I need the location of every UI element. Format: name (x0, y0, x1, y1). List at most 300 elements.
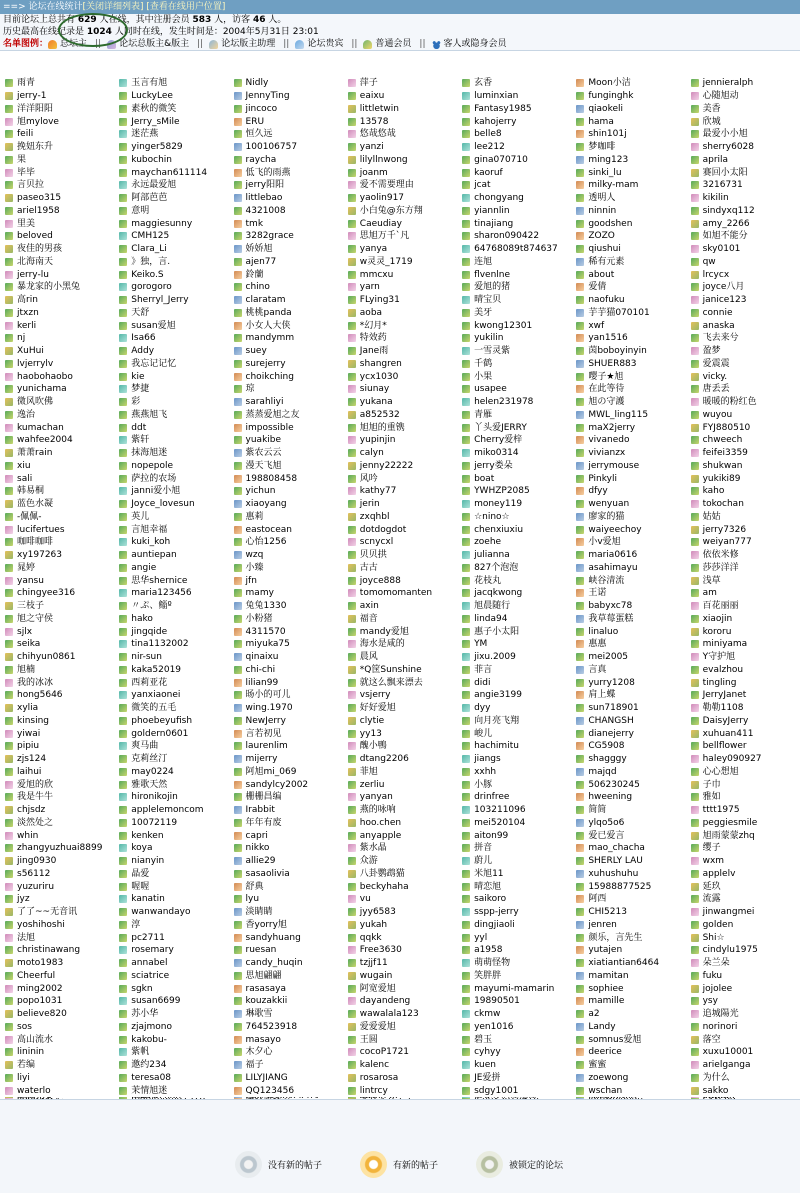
online-user-name[interactable]: -佩佩- (17, 511, 42, 523)
online-user[interactable] (686, 702, 800, 715)
online-user-name[interactable]: maria123456 (131, 587, 191, 599)
online-user[interactable] (229, 766, 343, 779)
online-user[interactable] (0, 141, 114, 154)
online-user[interactable] (114, 842, 228, 855)
online-user[interactable] (0, 472, 114, 485)
online-user[interactable] (571, 1084, 685, 1097)
online-user-name[interactable]: 雨青 (17, 77, 35, 89)
online-user[interactable] (457, 817, 571, 830)
online-user[interactable] (571, 842, 685, 855)
online-user-name[interactable]: kaka52019 (131, 664, 181, 676)
online-user-name[interactable]: tinajiang (474, 218, 513, 230)
online-user-name[interactable]: 八卦鹦鹉猫 (360, 868, 405, 880)
online-user-name[interactable]: yan1516 (588, 332, 627, 344)
online-user-name[interactable]: 19890501 (474, 995, 520, 1007)
online-user[interactable] (114, 727, 228, 740)
online-user-name[interactable]: 4321008 (246, 205, 286, 217)
online-user-name[interactable]: 北海南天 (17, 256, 53, 268)
online-user[interactable] (229, 421, 343, 434)
online-user[interactable] (686, 383, 800, 396)
online-user[interactable] (343, 472, 457, 485)
online-user-name[interactable]: ariel1958 (17, 205, 60, 217)
online-user[interactable] (114, 855, 228, 868)
online-user-name[interactable]: jerry-1 (17, 90, 46, 102)
online-user[interactable] (457, 638, 571, 651)
online-user-name[interactable]: wuyou (703, 409, 733, 421)
online-user[interactable] (686, 587, 800, 600)
online-user[interactable] (0, 574, 114, 587)
online-user[interactable] (0, 727, 114, 740)
online-user[interactable] (686, 472, 800, 485)
online-user[interactable] (343, 460, 457, 473)
online-user[interactable] (0, 421, 114, 434)
online-user-name[interactable]: 盈梦 (703, 345, 721, 357)
online-user[interactable] (343, 600, 457, 613)
online-user-name[interactable]: yukilin (474, 332, 503, 344)
online-user[interactable] (114, 421, 228, 434)
online-user-name[interactable]: applelv (703, 868, 736, 880)
online-user-name[interactable]: JennyTing (246, 90, 290, 102)
online-user-name[interactable]: hako (131, 613, 153, 625)
online-user-name[interactable]: 流露 (703, 893, 721, 905)
online-user[interactable] (457, 383, 571, 396)
online-user[interactable] (457, 307, 571, 320)
online-user[interactable] (457, 294, 571, 307)
online-user-name[interactable]: gorogoro (131, 281, 171, 293)
online-user[interactable] (114, 205, 228, 218)
online-user-name[interactable]: popo1031 (17, 995, 62, 1007)
online-user[interactable] (114, 230, 228, 243)
online-user[interactable] (343, 332, 457, 345)
online-user-name[interactable]: milky-mam (588, 179, 638, 191)
online-user-name[interactable]: 福子 (246, 1059, 264, 1071)
online-user[interactable] (571, 307, 685, 320)
online-user[interactable] (114, 893, 228, 906)
online-user[interactable] (343, 638, 457, 651)
online-user[interactable] (343, 217, 457, 230)
online-user[interactable] (229, 625, 343, 638)
online-user[interactable] (343, 1072, 457, 1085)
online-user[interactable] (114, 460, 228, 473)
online-user-name[interactable]: SHUER883 (588, 358, 636, 370)
online-user-name[interactable]: 紫帆 (131, 1046, 149, 1058)
online-user-name[interactable]: jerrymouse (588, 460, 639, 472)
online-user[interactable] (686, 842, 800, 855)
online-user[interactable] (343, 970, 457, 983)
online-user[interactable] (0, 128, 114, 141)
online-user-name[interactable]: dayandeng (360, 995, 410, 1007)
online-user-name[interactable]: 暖暖的粉红色 (703, 396, 757, 408)
online-user-name[interactable]: 落空 (703, 1034, 721, 1046)
online-user[interactable] (343, 370, 457, 383)
online-user[interactable] (229, 1084, 343, 1097)
online-user-name[interactable]: s56112 (17, 868, 50, 880)
online-user[interactable] (571, 332, 685, 345)
online-user-name[interactable]: jacqkwong (474, 587, 522, 599)
online-user-name[interactable]: 雅歌天然 (131, 779, 167, 791)
online-user-name[interactable]: teresa08 (131, 1072, 171, 1084)
online-user[interactable] (571, 1033, 685, 1046)
online-user[interactable] (343, 957, 457, 970)
online-user-name[interactable]: 缨子 (703, 842, 721, 854)
online-user-name[interactable]: 萧萧rain (17, 447, 52, 459)
online-user[interactable] (229, 829, 343, 842)
online-user-name[interactable]: nj (17, 332, 25, 344)
online-user[interactable] (571, 370, 685, 383)
online-user-name[interactable]: yunichama (17, 383, 67, 395)
online-user[interactable] (0, 995, 114, 1008)
online-user[interactable] (686, 804, 800, 817)
online-user-name[interactable]: 蓝色水凝 (17, 498, 53, 510)
online-user-name[interactable]: 醜小鴨 (360, 740, 387, 752)
online-user-name[interactable]: 王诺 (588, 587, 606, 599)
online-user-name[interactable]: 如旭不能分 (703, 230, 748, 242)
online-user-name[interactable]: yiwai (17, 728, 40, 740)
online-user-name[interactable]: sjlx (17, 626, 32, 638)
online-user-name[interactable]: whin (17, 830, 38, 842)
online-user-name[interactable]: chino (246, 281, 270, 293)
online-user[interactable] (686, 217, 800, 230)
online-user[interactable] (343, 77, 457, 90)
online-user-name[interactable]: 里美 (17, 218, 35, 230)
online-user-name[interactable]: sakko (703, 1085, 729, 1097)
online-user[interactable] (571, 702, 685, 715)
online-user-name[interactable]: w灵灵_1719 (360, 256, 413, 268)
online-user-name[interactable]: 3216731 (703, 179, 743, 191)
online-user[interactable] (457, 115, 571, 128)
online-user[interactable] (114, 370, 228, 383)
online-user-name[interactable]: Pinkyli (588, 473, 617, 485)
online-user-name[interactable]: Keiko.S (131, 269, 163, 281)
online-user[interactable] (114, 536, 228, 549)
online-user-name[interactable]: sspp-jerry (474, 906, 519, 918)
online-user[interactable] (343, 166, 457, 179)
online-user-name[interactable]: 旭楠 (17, 664, 35, 676)
online-user[interactable] (229, 192, 343, 205)
online-user[interactable] (571, 434, 685, 447)
online-user[interactable] (686, 715, 800, 728)
online-user-name[interactable]: luminxian (474, 90, 518, 102)
online-user-name[interactable]: mamy (246, 587, 274, 599)
online-user[interactable] (571, 906, 685, 919)
online-user-name[interactable]: sun718901 (588, 702, 638, 714)
online-user[interactable] (457, 574, 571, 587)
online-user[interactable] (0, 970, 114, 983)
online-user[interactable] (0, 880, 114, 893)
online-user-name[interactable]: littlebao (246, 192, 283, 204)
online-user[interactable] (0, 689, 114, 702)
online-user-name[interactable]: tina1132002 (131, 638, 188, 650)
online-user-name[interactable]: babyxc78 (588, 600, 632, 612)
online-user-name[interactable]: saikoro (474, 893, 506, 905)
online-user[interactable] (343, 498, 457, 511)
online-user-name[interactable]: xxhh (474, 766, 496, 778)
online-user-name[interactable]: MWL_ling115 (588, 409, 648, 421)
online-user-name[interactable]: paseo315 (17, 192, 61, 204)
online-user-name[interactable]: Isa66 (131, 332, 155, 344)
online-user-name[interactable]: 高山流水 (17, 1034, 53, 1046)
online-user[interactable] (571, 268, 685, 281)
online-user-name[interactable]: kalenc (360, 1059, 389, 1071)
online-user[interactable] (457, 434, 571, 447)
online-user[interactable] (686, 727, 800, 740)
online-user-name[interactable]: 桃桃panda (246, 307, 292, 319)
online-user[interactable] (114, 562, 228, 575)
online-user-name[interactable]: jing0930 (17, 855, 56, 867)
online-user[interactable] (343, 740, 457, 753)
online-user[interactable] (343, 141, 457, 154)
online-user[interactable] (114, 574, 228, 587)
online-user-name[interactable]: 淡然处之 (17, 817, 53, 829)
online-user-name[interactable]: kerli (17, 320, 36, 332)
online-user[interactable] (686, 1059, 800, 1072)
online-user[interactable] (457, 791, 571, 804)
online-user-name[interactable]: LILYJIANG (246, 1072, 288, 1084)
online-user[interactable] (686, 549, 800, 562)
online-user[interactable] (229, 817, 343, 830)
online-user[interactable] (343, 192, 457, 205)
online-user[interactable] (686, 957, 800, 970)
online-user-name[interactable]: yarn (360, 281, 380, 293)
online-user-name[interactable]: 13578 (360, 116, 389, 128)
online-user[interactable] (114, 243, 228, 256)
online-user-name[interactable]: 3282grace (246, 230, 294, 242)
online-user-name[interactable]: 10072119 (131, 817, 177, 829)
online-user-name[interactable]: a852532 (360, 409, 400, 421)
online-user[interactable] (0, 396, 114, 409)
online-user-name[interactable]: xylia (17, 702, 38, 714)
online-user[interactable] (114, 995, 228, 1008)
online-user-name[interactable]: QQ123456 (246, 1085, 295, 1097)
online-user-name[interactable]: 意明 (131, 205, 149, 217)
online-user[interactable] (686, 791, 800, 804)
online-user-name[interactable]: ckmw (474, 1008, 500, 1020)
online-user[interactable] (686, 625, 800, 638)
online-user[interactable] (457, 957, 571, 970)
online-user[interactable] (571, 77, 685, 90)
online-user-name[interactable]: 蜜蜜 (588, 1059, 606, 1071)
online-user[interactable] (114, 485, 228, 498)
online-user[interactable] (457, 511, 571, 524)
online-user[interactable] (0, 638, 114, 651)
online-user-name[interactable]: golden (703, 919, 734, 931)
online-user[interactable] (114, 332, 228, 345)
online-user-name[interactable]: weiyan777 (703, 536, 752, 548)
online-user-name[interactable]: belle8 (474, 128, 502, 140)
online-user-name[interactable]: haley090927 (703, 753, 762, 765)
online-user[interactable] (343, 778, 457, 791)
online-user-name[interactable]: peggiesmile (703, 817, 758, 829)
online-user[interactable] (343, 281, 457, 294)
online-user[interactable] (686, 931, 800, 944)
online-user[interactable] (114, 676, 228, 689)
online-user-name[interactable]: didi (474, 677, 490, 689)
online-user[interactable] (0, 332, 114, 345)
online-user-name[interactable]: 颜乐，言先生 (588, 932, 642, 944)
online-user[interactable] (229, 103, 343, 116)
online-user[interactable] (229, 307, 343, 320)
online-user[interactable] (457, 766, 571, 779)
online-user[interactable] (457, 332, 571, 345)
online-user[interactable] (229, 243, 343, 256)
online-user-name[interactable]: Cheerful (17, 970, 55, 982)
online-user-name[interactable]: jinwangmei (703, 906, 755, 918)
online-user[interactable] (0, 230, 114, 243)
online-user-name[interactable]: yiannlin (474, 205, 509, 217)
online-user-name[interactable]: sdgy1001 (474, 1085, 518, 1097)
online-user-name[interactable]: 三枝子 (17, 600, 44, 612)
online-user-name[interactable]: joyce八月 (703, 281, 745, 293)
online-user-name[interactable]: sharon090422 (474, 230, 539, 242)
online-user-name[interactable]: ☆nino☆ (474, 511, 510, 523)
online-user-name[interactable]: chjsdz (17, 804, 45, 816)
online-user-name[interactable]: 玉言有旭 (131, 77, 167, 89)
online-user-name[interactable]: 爱震震 (703, 358, 730, 370)
online-user[interactable] (686, 970, 800, 983)
online-user-name[interactable]: 晨风 (360, 651, 378, 663)
online-user[interactable] (457, 715, 571, 728)
online-user-name[interactable]: lee212 (474, 141, 505, 153)
online-user[interactable] (686, 396, 800, 409)
online-user-name[interactable]: arielganga (703, 1059, 751, 1071)
online-user[interactable] (686, 345, 800, 358)
online-user-name[interactable]: 拼音 (474, 842, 492, 854)
online-user-name[interactable]: Y守护旭 (703, 651, 736, 663)
online-user-name[interactable]: jerry娄朵 (474, 460, 513, 472)
online-user[interactable] (0, 370, 114, 383)
online-user[interactable] (114, 511, 228, 524)
online-user-name[interactable]: axin (360, 600, 379, 612)
online-user[interactable] (0, 460, 114, 473)
online-user-name[interactable]: 丫头爱JERRY (474, 422, 527, 434)
online-user-name[interactable]: 年年有废 (246, 817, 282, 829)
online-user[interactable] (571, 179, 685, 192)
online-user[interactable] (457, 319, 571, 332)
online-user-name[interactable]: 稀有元素 (588, 256, 624, 268)
online-user[interactable] (114, 90, 228, 103)
online-user[interactable] (0, 383, 114, 396)
online-user[interactable] (114, 128, 228, 141)
online-user[interactable] (343, 1059, 457, 1072)
online-user[interactable] (229, 842, 343, 855)
online-user-name[interactable]: kororu (703, 626, 732, 638)
online-user-name[interactable]: zoehe (474, 536, 501, 548)
online-user[interactable] (0, 931, 114, 944)
online-user[interactable] (571, 460, 685, 473)
online-user-name[interactable]: kathy77 (360, 485, 397, 497)
online-user-name[interactable]: 特效药 (360, 332, 387, 344)
online-user-name[interactable]: 芋芋猫070101 (588, 307, 649, 319)
online-user[interactable] (571, 919, 685, 932)
online-user-name[interactable]: janni爱小旭 (131, 485, 180, 497)
online-user-name[interactable]: 紫水晶 (360, 842, 387, 854)
online-user[interactable] (229, 804, 343, 817)
online-user[interactable] (343, 1033, 457, 1046)
online-user[interactable] (343, 842, 457, 855)
online-user-name[interactable]: CMH125 (131, 230, 169, 242)
online-user[interactable] (114, 77, 228, 90)
online-user-name[interactable]: 微笑的五毛 (131, 702, 176, 714)
online-user-name[interactable]: jiangs (474, 753, 501, 765)
online-user[interactable] (571, 192, 685, 205)
online-user[interactable] (571, 358, 685, 371)
online-user-name[interactable]: 惠子小太阳 (474, 626, 519, 638)
online-user[interactable] (114, 766, 228, 779)
online-user[interactable] (0, 1072, 114, 1085)
online-user[interactable] (114, 829, 228, 842)
online-user[interactable] (457, 1084, 571, 1097)
online-user-name[interactable]: 103211096 (474, 804, 526, 816)
online-user-name[interactable]: jerry7326 (703, 524, 747, 536)
online-user-name[interactable]: flvenlne (474, 269, 510, 281)
online-user-name[interactable]: 逸治 (17, 409, 35, 421)
online-user[interactable] (0, 664, 114, 677)
online-user-name[interactable]: ycx1030 (360, 371, 399, 383)
online-user[interactable] (571, 396, 685, 409)
online-user-name[interactable]: applelemoncom (131, 804, 203, 816)
online-user-name[interactable]: bellflower (703, 740, 747, 752)
online-user[interactable] (571, 574, 685, 587)
online-user-name[interactable]: aprila (703, 154, 728, 166)
online-user-name[interactable]: 风吟 (360, 473, 378, 485)
online-user[interactable] (0, 549, 114, 562)
online-user[interactable] (114, 115, 228, 128)
online-user[interactable] (343, 345, 457, 358)
online-user[interactable] (571, 1046, 685, 1059)
online-user[interactable] (114, 638, 228, 651)
online-user-name[interactable]: kumachan (17, 422, 64, 434)
online-user[interactable] (686, 205, 800, 218)
online-user-name[interactable]: choikching (246, 371, 294, 383)
online-user[interactable] (343, 511, 457, 524)
online-user-name[interactable]: 阿西 (588, 893, 606, 905)
online-user-name[interactable]: tmk (246, 218, 264, 230)
online-user-name[interactable]: 峻儿 (474, 728, 492, 740)
online-user[interactable] (229, 638, 343, 651)
online-user-name[interactable]: 赛回小太阳 (703, 167, 748, 179)
online-user[interactable] (457, 625, 571, 638)
online-user[interactable] (571, 128, 685, 141)
online-user[interactable] (343, 804, 457, 817)
online-user-name[interactable]: deerice (588, 1046, 621, 1058)
online-user-name[interactable]: 毕毕 (17, 167, 35, 179)
online-user[interactable] (571, 319, 685, 332)
online-user-name[interactable]: cindylu1975 (703, 944, 758, 956)
online-user-name[interactable]: wenyuan (588, 498, 629, 510)
online-user-name[interactable]: xuxu10001 (703, 1046, 754, 1058)
online-user[interactable] (343, 855, 457, 868)
online-user[interactable] (686, 294, 800, 307)
online-user-name[interactable]: 827个泡泡 (474, 562, 518, 574)
online-user[interactable] (343, 562, 457, 575)
online-user-name[interactable]: joyce888 (360, 575, 401, 587)
online-user-name[interactable]: 言若初见 (246, 728, 282, 740)
online-user-name[interactable]: 旭晨随行 (474, 600, 510, 612)
online-user[interactable] (686, 332, 800, 345)
online-user-name[interactable]: yuzuriru (17, 881, 54, 893)
online-user-name[interactable]: laurenlim (246, 740, 288, 752)
online-user[interactable] (229, 498, 343, 511)
online-user[interactable] (114, 804, 228, 817)
online-user-name[interactable]: 最爱小小旭 (703, 128, 748, 140)
online-user-name[interactable]: Irabbit (246, 804, 275, 816)
online-user-name[interactable]: 15988877525 (588, 881, 651, 893)
online-user[interactable] (0, 1084, 114, 1097)
online-user-name[interactable]: miko0314 (474, 447, 519, 459)
online-user[interactable] (0, 1046, 114, 1059)
online-user-name[interactable]: mamitan (588, 970, 628, 982)
online-user-name[interactable]: a2 (588, 1008, 599, 1020)
